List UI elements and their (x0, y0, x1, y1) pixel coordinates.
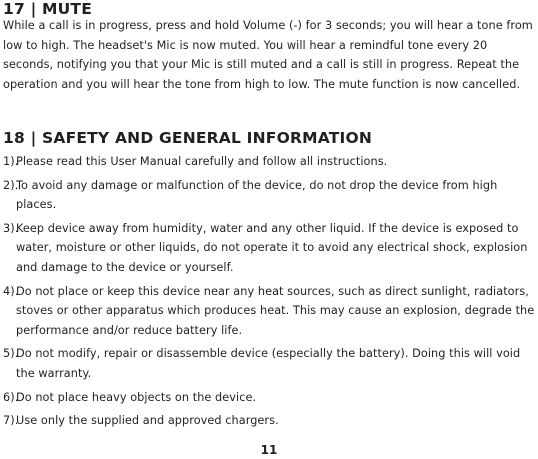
list-item (3, 411, 537, 431)
safety-list (3, 152, 537, 435)
list-item-text: Keep device away from humidity, water and any other liquid. If the device is exposed to water, moisture or other liquids, do not operate it to avoid any electrical shock, explosion and damage to the device or yourself. (16, 221, 528, 274)
list-item (3, 344, 537, 383)
list-item-number: 6). (3, 390, 19, 404)
list-item-text: Please read this User Manual carefully and follow all instructions. (16, 155, 388, 168)
list-item-text: Do not place or keep this device near any heat sources, such as direct sunlight, radiators, stoves or other apparatus which produces heat. This may cause an explosion, degrade the performance and/or reduce battery life. (16, 284, 535, 337)
page-number: 11 (260, 443, 278, 457)
list-item-text: To avoid any damage or malfunction of the device, do not drop the device from high places. (16, 178, 498, 212)
safety-heading: 18 | SAFETY AND GENERAL INFORMATION (3, 129, 373, 147)
list-item-number: 7). (3, 414, 19, 428)
list-item-number: 2). (3, 178, 19, 192)
list-item (3, 388, 537, 408)
list-item-number: 3). (3, 221, 19, 235)
list-item-text: Do not modify, repair or disassemble device (especially the battery). Doing this will void the warranty. (16, 347, 521, 380)
list-item-number: 1). (3, 155, 19, 168)
mute-heading: 17 | MUTE (3, 0, 92, 18)
mute-paragraph: While a call is in progress, press and hold Volume (-) for 3 seconds; you will hear a tone from low to high. The headset's Mic is now muted. You will hear a remindful tone every 20 seconds, notifying you that your Mic is still muted and a call is still in progress. Repeat the operation and you will hear the tone from high to low. The mute function is now cancelled. (3, 19, 533, 91)
list-item-text: Use only the supplied and approved chargers. (16, 414, 279, 428)
list-item-number: 4). (3, 284, 19, 298)
list-item (3, 176, 537, 215)
list-item (3, 219, 537, 278)
list-item (3, 282, 537, 341)
list-item (3, 152, 537, 172)
list-item-text: Do not place heavy objects on the device. (16, 390, 257, 404)
list-item-number: 5). (3, 347, 19, 361)
